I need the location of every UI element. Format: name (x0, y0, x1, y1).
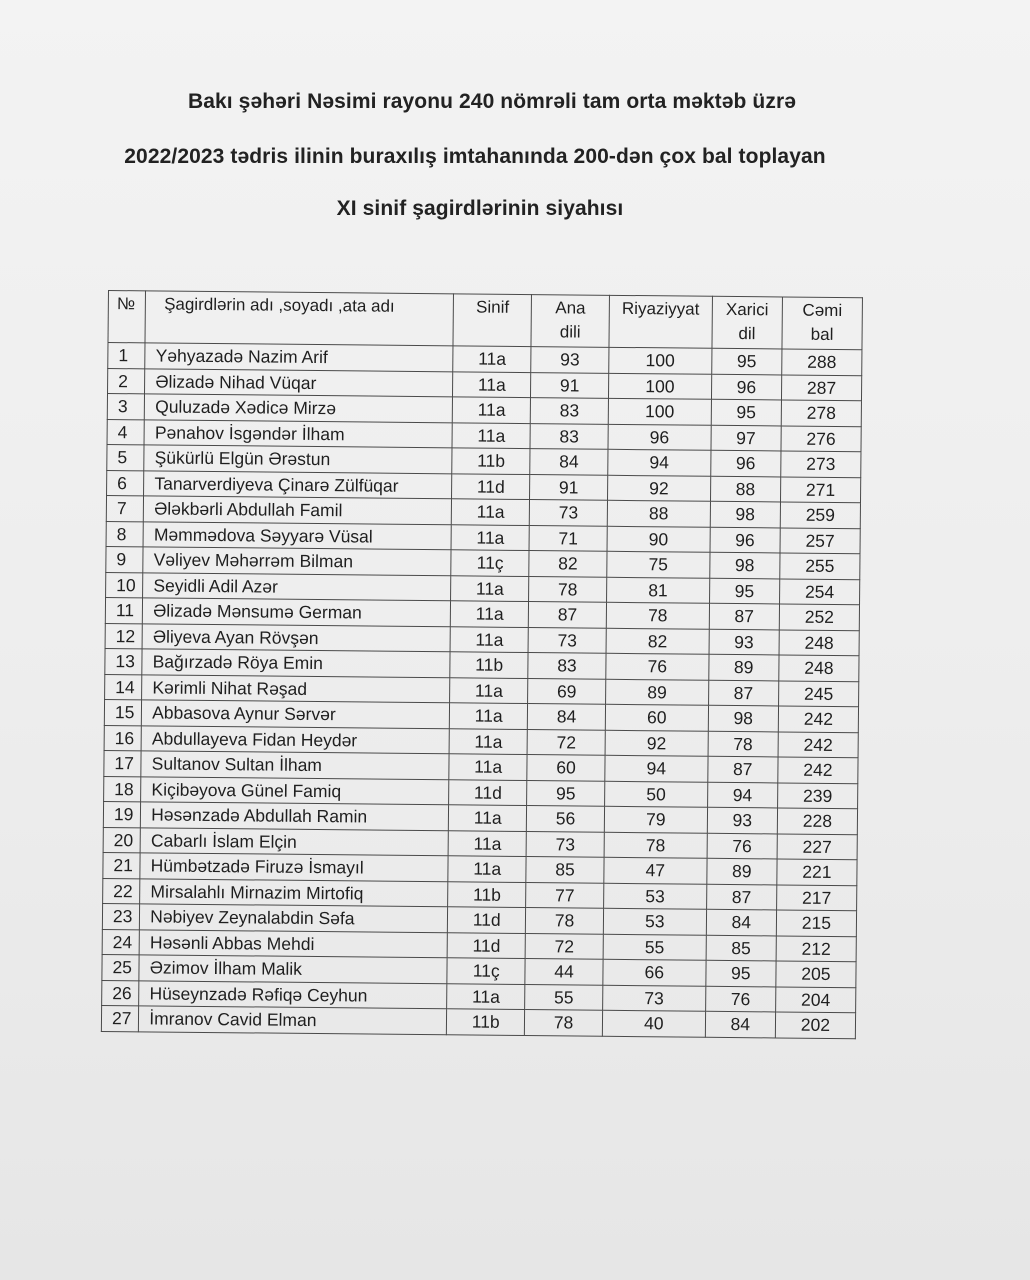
cell-student-name: Əliyeva Ayan Rövşən (142, 623, 450, 651)
cell-native-language-score: 78 (529, 576, 607, 602)
header-foreign-language-line-1: Xarici (725, 299, 769, 320)
cell-class: 11a (451, 575, 529, 601)
cell-class: 11a (448, 830, 526, 856)
cell-native-language-score: 83 (530, 423, 608, 449)
header-total-score-line-1: Cəmi (802, 300, 843, 321)
cell-foreign-language-score: 96 (710, 527, 781, 553)
cell-native-language-score: 77 (526, 882, 604, 908)
cell-foreign-language-score: 98 (709, 552, 780, 578)
cell-mathematics-score: 47 (604, 857, 707, 883)
cell-class: 11a (451, 601, 529, 627)
cell-total-score: 257 (780, 527, 860, 553)
cell-class: 11d (452, 473, 530, 499)
cell-foreign-language-score: 89 (708, 654, 779, 680)
cell-number: 16 (104, 725, 141, 751)
cell-class: 11d (449, 779, 527, 805)
cell-foreign-language-score: 95 (709, 578, 780, 604)
cell-native-language-score: 69 (528, 678, 606, 704)
cell-native-language-score: 87 (528, 602, 606, 628)
cell-number: 27 (101, 1005, 138, 1031)
cell-class: 11a (448, 856, 526, 882)
cell-mathematics-score: 60 (605, 704, 708, 730)
header-foreign-language (712, 296, 783, 349)
cell-class: 11a (451, 524, 529, 550)
cell-total-score: 287 (781, 374, 861, 400)
cell-mathematics-score: 53 (604, 883, 707, 909)
cell-total-score: 288 (782, 349, 862, 375)
cell-number: 1 (108, 343, 145, 369)
document-title-line-1: Bakı şəhəri Nəsimi rayonu 240 nömrəli tam orta məktəb üzrə (187, 90, 797, 113)
cell-total-score: 217 (777, 884, 857, 910)
cell-total-score: 254 (779, 578, 859, 604)
cell-mathematics-score: 92 (608, 475, 711, 501)
cell-number: 19 (103, 801, 140, 827)
cell-total-score: 204 (776, 986, 856, 1012)
cell-total-score: 245 (778, 680, 858, 706)
cell-native-language-score: 84 (530, 449, 608, 475)
cell-native-language-score: 60 (527, 755, 605, 781)
cell-foreign-language-score: 88 (710, 476, 781, 502)
cell-student-name: Tanarverdiyeva Çinarə Zülfüqar (144, 470, 452, 498)
cell-mathematics-score: 50 (605, 781, 708, 807)
cell-foreign-language-score: 93 (707, 807, 778, 833)
cell-student-name: Həsənzadə Abdullah Ramin (141, 802, 449, 830)
header-foreign-language-line-2: dil (738, 324, 756, 344)
cell-mathematics-score: 94 (608, 449, 711, 475)
cell-class: 11a (449, 805, 527, 831)
cell-class: 11b (448, 881, 526, 907)
show-through-ghost-text (560, 1060, 565, 1082)
cell-number: 24 (102, 929, 139, 955)
cell-native-language-score: 95 (527, 780, 605, 806)
cell-student-name: Bağırzadə Röya Emin (142, 649, 450, 677)
cell-class: 11a (453, 346, 531, 372)
cell-number: 18 (104, 776, 141, 802)
cell-total-score: 227 (777, 833, 857, 859)
cell-class: 11a (450, 703, 528, 729)
cell-student-name: Həsənli Abbas Mehdi (139, 929, 447, 957)
cell-native-language-score: 91 (530, 474, 608, 500)
cell-foreign-language-score: 94 (707, 782, 778, 808)
cell-class: 11ç (447, 958, 525, 984)
cell-class: 11d (448, 907, 526, 933)
cell-number: 17 (104, 750, 141, 776)
cell-student-name: Ələkbərli Abdullah Famil (144, 496, 452, 524)
cell-mathematics-score: 82 (606, 628, 709, 654)
cell-mathematics-score: 100 (608, 373, 711, 399)
cell-total-score: 239 (778, 782, 858, 808)
cell-native-language-score: 82 (529, 551, 607, 577)
cell-total-score: 205 (776, 961, 856, 987)
cell-student-name: Mirsalahlı Mirnazim Mirtofiq (140, 878, 448, 906)
cell-total-score: 242 (778, 706, 858, 732)
cell-class: 11b (447, 1009, 525, 1035)
cell-mathematics-score: 100 (609, 347, 712, 373)
cell-class: 11a (452, 422, 530, 448)
cell-total-score: 228 (777, 808, 857, 834)
cell-native-language-score: 78 (526, 908, 604, 934)
cell-mathematics-score: 81 (607, 577, 710, 603)
cell-number: 5 (107, 444, 144, 470)
cell-native-language-score: 55 (525, 984, 603, 1010)
cell-class: 11a (452, 499, 530, 525)
cell-student-name: Vəliyev Məhərrəm Bilman (143, 547, 451, 575)
cell-native-language-score: 93 (531, 347, 609, 373)
cell-number: 25 (102, 954, 139, 980)
cell-mathematics-score: 76 (606, 653, 709, 679)
cell-mathematics-score: 66 (603, 959, 706, 985)
cell-student-name: Seyidli Adil Azər (143, 572, 451, 600)
cell-student-name: Kərimli Nihat Rəşad (142, 674, 450, 702)
cell-foreign-language-score: 76 (705, 986, 776, 1012)
cell-native-language-score: 73 (529, 500, 607, 526)
header-mathematics: Riyaziyyat (609, 295, 712, 348)
header-native-language-line-2: dili (559, 322, 581, 342)
cell-student-name: Pənahov İsgəndər İlham (144, 419, 452, 447)
cell-total-score: 221 (777, 859, 857, 885)
cell-total-score: 202 (775, 1012, 855, 1038)
cell-student-name: Məmmədova Səyyarə Vüsal (143, 521, 451, 549)
cell-foreign-language-score: 96 (710, 450, 781, 476)
cell-class: 11a (453, 371, 531, 397)
cell-native-language-score: 83 (528, 653, 606, 679)
cell-foreign-language-score: 87 (708, 680, 779, 706)
cell-number: 23 (102, 903, 139, 929)
cell-mathematics-score: 55 (603, 934, 706, 960)
cell-number: 9 (106, 546, 143, 572)
cell-class: 11a (450, 677, 528, 703)
header-total-score (782, 297, 863, 350)
cell-mathematics-score: 53 (603, 908, 706, 934)
cell-class: 11ç (451, 550, 529, 576)
cell-student-name: Şükürlü Elgün Ərəstun (144, 445, 452, 473)
cell-foreign-language-score: 84 (706, 909, 777, 935)
cell-foreign-language-score: 95 (711, 399, 782, 425)
cell-student-name: Abdullayeva Fidan Heydər (141, 725, 449, 753)
cell-foreign-language-score: 98 (708, 705, 779, 731)
cell-student-name: Cabarlı İslam Elçin (140, 827, 448, 855)
cell-student-name: Hüseynzadə Rəfiqə Ceyhun (139, 980, 447, 1008)
cell-native-language-score: 83 (530, 398, 608, 424)
cell-total-score: 252 (779, 604, 859, 630)
cell-foreign-language-score: 87 (709, 603, 780, 629)
cell-native-language-score: 72 (525, 933, 603, 959)
header-native-language (531, 295, 609, 348)
cell-total-score: 271 (780, 476, 860, 502)
header-class: Sinif (453, 294, 531, 347)
cell-number: 15 (104, 699, 141, 725)
cell-foreign-language-score: 95 (706, 960, 777, 986)
cell-student-name: Quluzadə Xədicə Mirzə (145, 394, 453, 422)
cell-number: 4 (107, 419, 144, 445)
cell-number: 6 (107, 470, 144, 496)
cell-mathematics-score: 40 (602, 1010, 705, 1036)
cell-number: 21 (103, 852, 140, 878)
document-title-line-3: XI sinif şagirdlərinin siyahısı (336, 197, 624, 220)
cell-class: 11a (450, 626, 528, 652)
cell-mathematics-score: 89 (606, 679, 709, 705)
cell-number: 7 (106, 495, 143, 521)
cell-foreign-language-score: 98 (710, 501, 781, 527)
cell-native-language-score: 73 (526, 831, 604, 857)
cell-total-score: 259 (780, 502, 860, 528)
cell-student-name: Nəbiyev Zeynalabdin Səfa (140, 904, 448, 932)
cell-class: 11a (447, 983, 525, 1009)
cell-student-name: Kiçibəyova Günel Famiq (141, 776, 449, 804)
cell-foreign-language-score: 87 (707, 756, 778, 782)
cell-foreign-language-score: 84 (705, 1011, 776, 1037)
cell-number: 20 (103, 827, 140, 853)
cell-foreign-language-score: 93 (709, 629, 780, 655)
cell-number: 13 (105, 648, 142, 674)
cell-mathematics-score: 75 (607, 551, 710, 577)
cell-foreign-language-score: 96 (711, 374, 782, 400)
cell-student-name: Sultanov Sultan İlham (141, 751, 449, 779)
cell-foreign-language-score: 95 (711, 348, 782, 374)
cell-mathematics-score: 79 (604, 806, 707, 832)
cell-foreign-language-score: 89 (707, 858, 778, 884)
cell-mathematics-score: 96 (608, 424, 711, 450)
cell-number: 22 (103, 878, 140, 904)
cell-student-name: Yəhyazadə Nazim Arif (145, 343, 453, 371)
cell-total-score: 212 (776, 935, 856, 961)
header-student-name: Şagirdlərin adı ,soyadı ,ata adı (145, 291, 454, 346)
cell-mathematics-score: 94 (605, 755, 708, 781)
cell-total-score: 255 (780, 553, 860, 579)
cell-class: 11a (449, 728, 527, 754)
cell-total-score: 242 (778, 731, 858, 757)
cell-native-language-score: 71 (529, 525, 607, 551)
cell-mathematics-score: 100 (608, 398, 711, 424)
table-header-row (108, 291, 862, 350)
cell-number: 3 (107, 394, 144, 420)
cell-student-name: Əzimov İlham Malik (139, 955, 447, 983)
cell-student-name: Əlizadə Nihad Vüqar (145, 368, 453, 396)
cell-student-name: Əlizadə Mənsumə German (143, 598, 451, 626)
cell-mathematics-score: 92 (605, 730, 708, 756)
cell-total-score: 248 (779, 629, 859, 655)
cell-native-language-score: 91 (531, 372, 609, 398)
cell-class: 11a (453, 397, 531, 423)
cell-total-score: 248 (779, 655, 859, 681)
document-title-line-2: 2022/2023 tədris ilinin buraxılış imtahanında 200-dən çox bal toplayan (124, 145, 826, 168)
cell-total-score: 242 (778, 757, 858, 783)
cell-native-language-score: 56 (526, 806, 604, 832)
cell-native-language-score: 73 (528, 627, 606, 653)
cell-class: 11b (450, 652, 528, 678)
cell-number: 14 (105, 674, 142, 700)
cell-class: 11a (449, 754, 527, 780)
cell-student-name: Abbasova Aynur Sərvər (142, 700, 450, 728)
cell-native-language-score: 72 (527, 729, 605, 755)
cell-student-name: İmranov Cavid Elman (139, 1006, 447, 1034)
cell-native-language-score: 44 (525, 959, 603, 985)
header-number: № (108, 291, 146, 343)
cell-mathematics-score: 73 (603, 985, 706, 1011)
student-scores-table (101, 290, 863, 1039)
cell-number: 2 (108, 368, 145, 394)
cell-total-score: 273 (781, 451, 861, 477)
cell-number: 10 (106, 572, 143, 598)
cell-total-score: 276 (781, 425, 861, 451)
cell-total-score: 278 (781, 400, 861, 426)
cell-mathematics-score: 90 (607, 526, 710, 552)
cell-class: 11b (452, 448, 530, 474)
cell-foreign-language-score: 78 (708, 731, 779, 757)
cell-mathematics-score: 78 (604, 832, 707, 858)
cell-number: 11 (105, 597, 142, 623)
cell-native-language-score: 78 (525, 1010, 603, 1036)
header-native-language-line-1: Ana (555, 298, 586, 318)
cell-mathematics-score: 78 (606, 602, 709, 628)
cell-foreign-language-score: 87 (706, 884, 777, 910)
cell-native-language-score: 85 (526, 857, 604, 883)
cell-total-score: 215 (776, 910, 856, 936)
cell-number: 26 (102, 980, 139, 1006)
cell-number: 12 (105, 623, 142, 649)
cell-student-name: Hümbətzadə Firuzə İsmayıl (140, 853, 448, 881)
cell-number: 8 (106, 521, 143, 547)
cell-foreign-language-score: 97 (711, 425, 782, 451)
cell-foreign-language-score: 85 (706, 935, 777, 961)
cell-foreign-language-score: 76 (707, 833, 778, 859)
cell-native-language-score: 84 (527, 704, 605, 730)
table-body (101, 343, 862, 1039)
header-total-score-line-2: bal (810, 324, 834, 344)
cell-mathematics-score: 88 (607, 500, 710, 526)
cell-class: 11d (447, 932, 525, 958)
